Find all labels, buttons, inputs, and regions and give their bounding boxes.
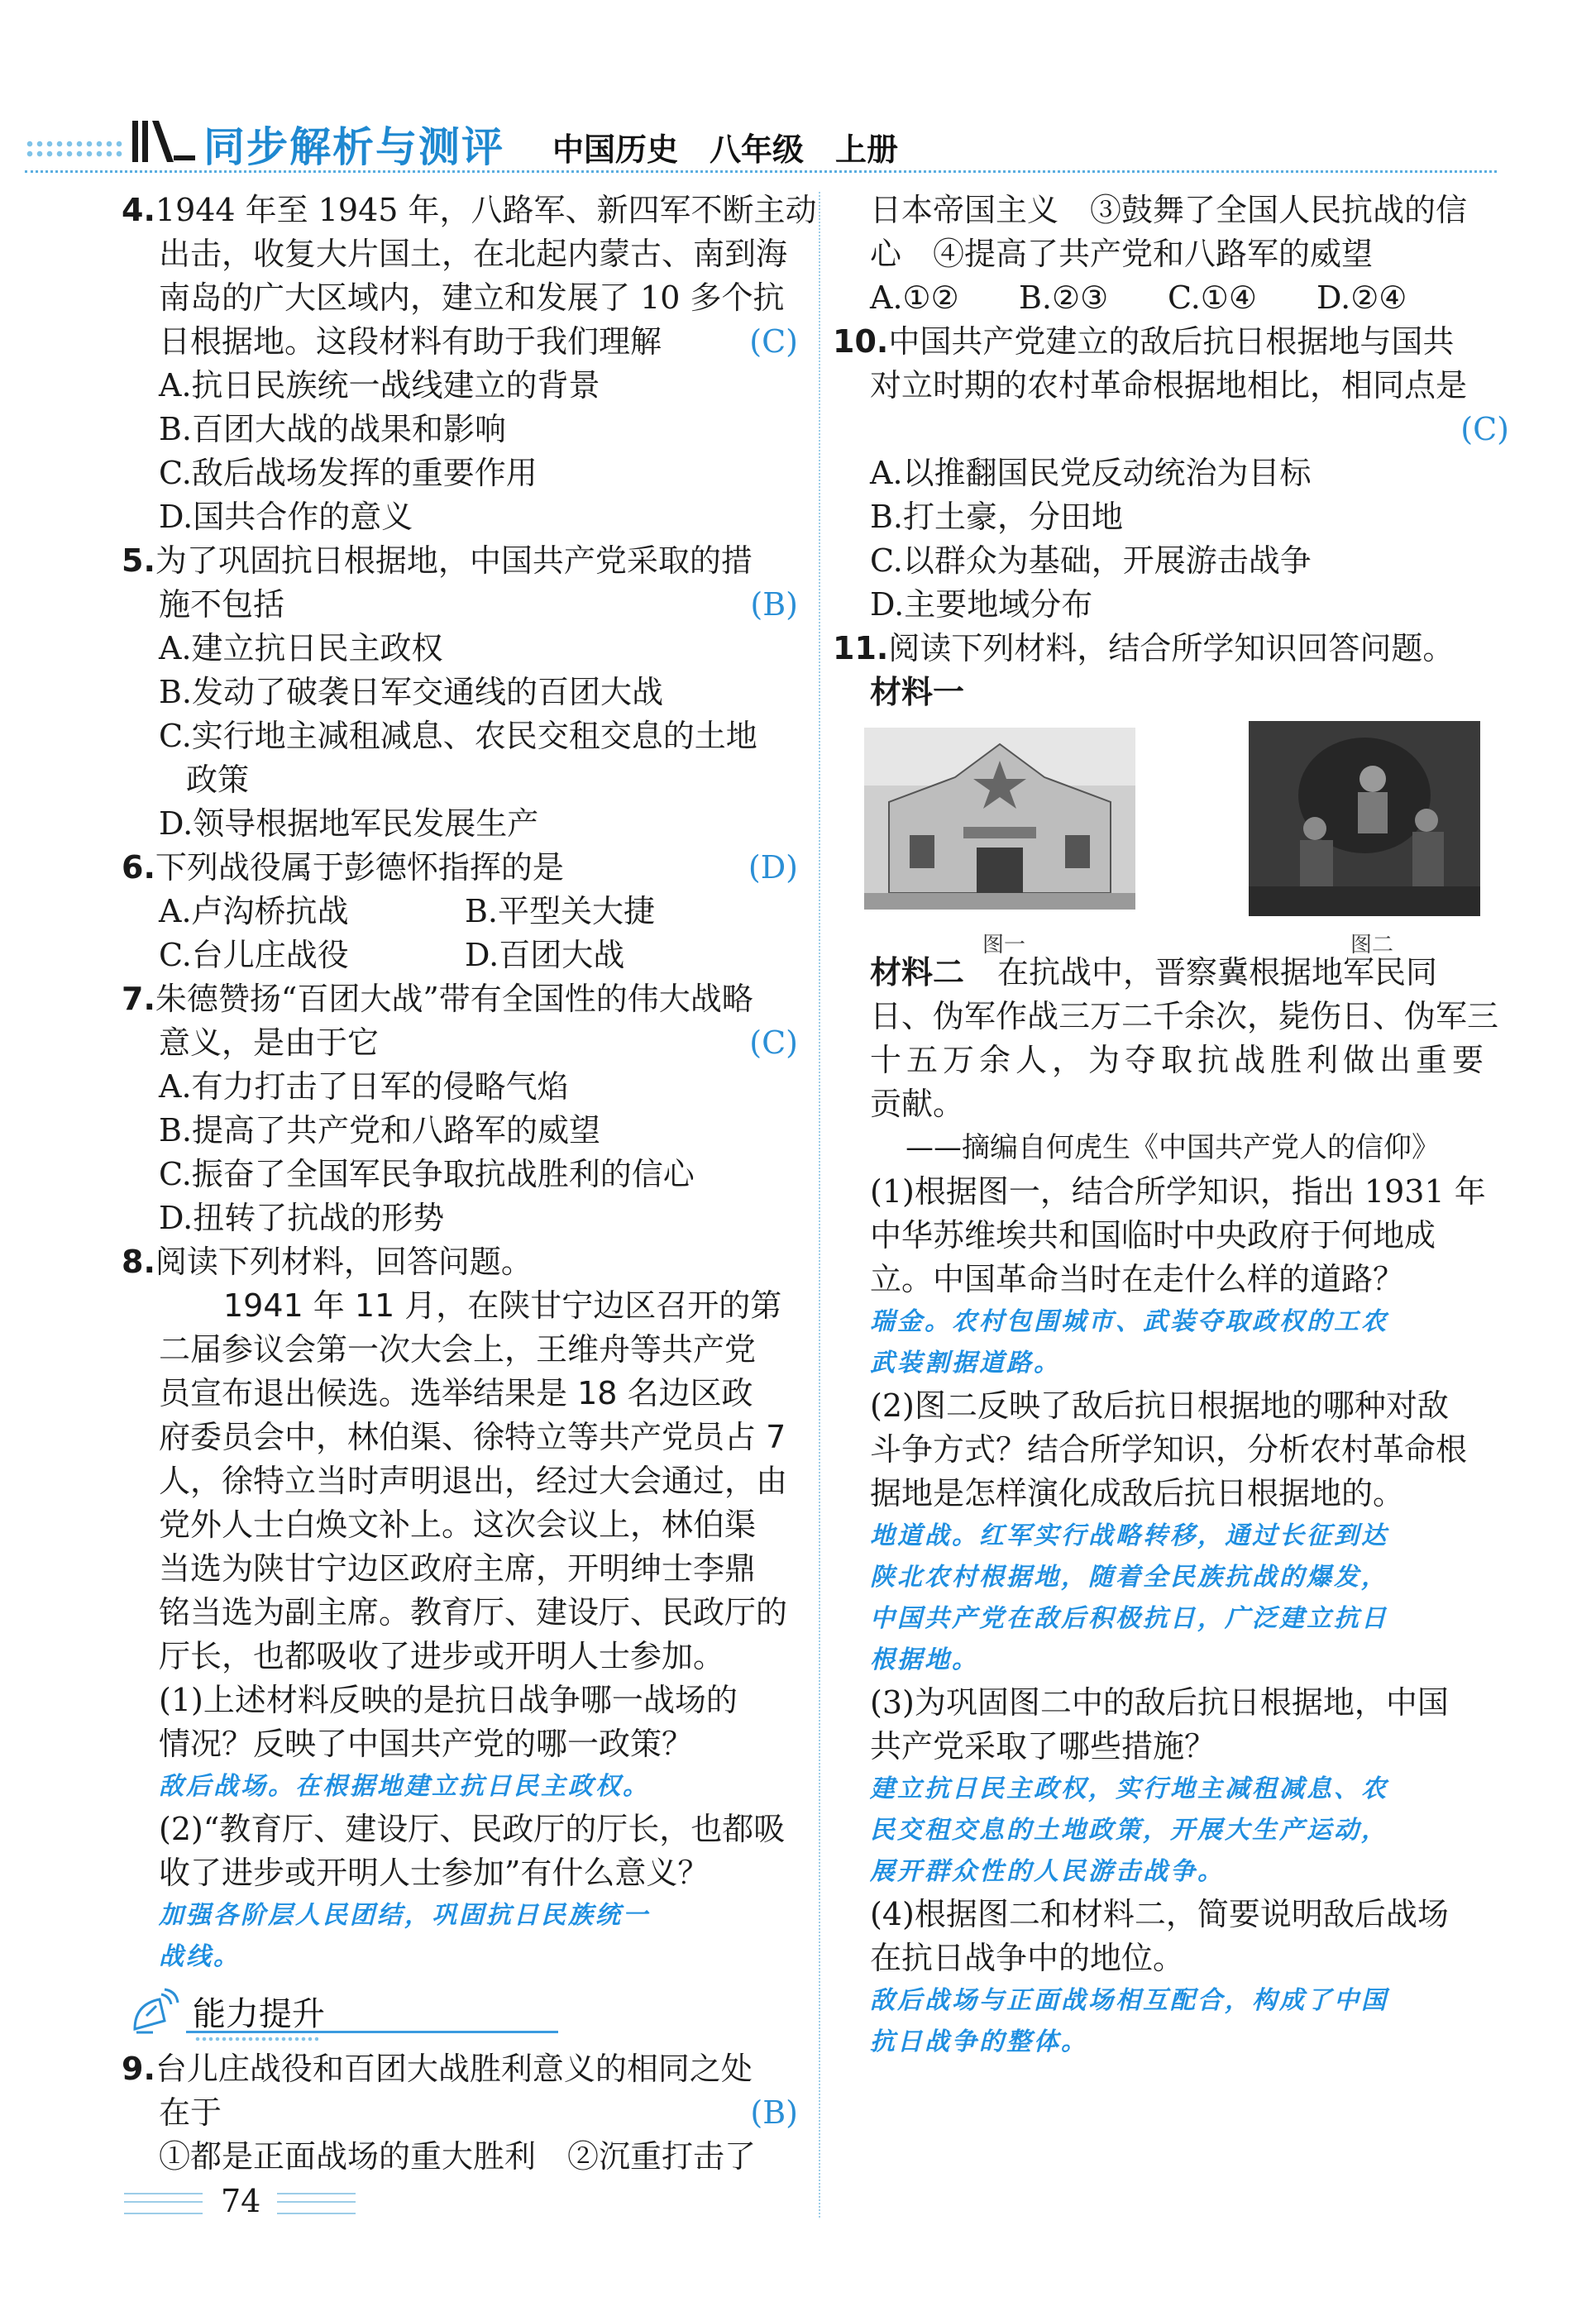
question-number: 10.	[833, 323, 889, 360]
handwritten-answer: 战线。	[159, 1942, 241, 1971]
sub-question: (3)为巩固图二中的敌后抗日根据地，中国	[870, 1684, 1449, 1721]
sub-question: 共产党采取了哪些措施？	[870, 1728, 1216, 1764]
handwritten-answer: 地道战。红军实行战略转移，通过长征到达	[870, 1521, 1388, 1550]
option: C.台儿庄战役	[159, 937, 349, 973]
footer-decoration-left	[124, 2193, 203, 2214]
passage-line: 厅长，也都吸收了进步或开明人士参加。	[159, 1638, 725, 1674]
question-line: 6.下列战役属于彭德怀指挥的是 (D)	[128, 846, 798, 890]
header-dots	[25, 139, 124, 159]
question-line: 对立时期的农村革命根据地相比，相同点是	[870, 367, 1468, 404]
book-subtitle: 中国历史 八年级 上册	[552, 131, 899, 168]
question-line: 心 ④提高了共产党和八路军的威望	[870, 236, 1374, 272]
question-line: 施不包括 (B)	[128, 583, 798, 627]
passage-line: 当选为陕甘宁边区政府主席，开明绅士李鼎	[159, 1550, 757, 1587]
answer-mark: (B)	[750, 586, 798, 623]
left-column	[122, 189, 817, 2179]
handwritten-answer: 瑞金。农村包围城市、武装夺取政权的工农	[870, 1307, 1388, 1336]
figure-1-caption: 图一	[982, 933, 1026, 957]
option: C.实行地主减租减息、农民交租交息的土地	[159, 718, 757, 754]
handwritten-answer: 民交租交息的土地政策，开展大生产运动，	[870, 1816, 1388, 1845]
question-line: 5.为了巩固抗日根据地，中国共产党采取的措	[122, 542, 753, 579]
option: C.敌后战场发挥的重要作用	[159, 455, 538, 491]
question-line: 9.台儿庄战役和百团大战胜利意义的相同之处	[122, 2051, 753, 2087]
passage-line: 党外人士白焕文补上。这次会议上，林伯渠	[159, 1507, 757, 1543]
sub-question: 中华苏维埃共和国临时中央政府于何地成	[870, 1217, 1436, 1254]
passage-line: 府委员会中，林伯渠、徐特立等共产党员占 7	[159, 1419, 786, 1455]
answer-mark: (B)	[750, 2094, 798, 2131]
question-line: 出击，收复大片国土，在北起内蒙古、南到海	[159, 236, 788, 272]
option: C.以群众为基础，开展游击战争	[870, 542, 1312, 579]
answer-mark: (C)	[749, 1024, 798, 1061]
question-number: 11.	[833, 630, 889, 666]
question-number: 4.	[122, 192, 155, 228]
option: A.有力打击了日军的侵略气焰	[159, 1068, 569, 1105]
sub-question: 立。中国革命当时在走什么样的道路？	[870, 1261, 1405, 1297]
passage-line: 人，徐特立当时声明退出，经过大会通过，由	[159, 1463, 788, 1499]
passage-line: 1941 年 11 月，在陕甘宁边区召开的第	[223, 1287, 782, 1324]
answer-mark: (D)	[748, 849, 798, 886]
figure-1-photo	[864, 728, 1135, 910]
question-number: 7.	[122, 981, 155, 1017]
question-line: ①都是正面战场的重大胜利 ②沉重打击了	[159, 2138, 757, 2175]
sub-question: 情况？反映了中国共产党的哪一政策？	[159, 1726, 694, 1762]
question-line: 在于 (B)	[128, 2091, 798, 2135]
section-dots	[194, 2036, 318, 2042]
handwritten-answer: 陕北农村根据地，随着全民族抗战的爆发，	[870, 1563, 1388, 1592]
option: B.提高了共产党和八路军的威望	[159, 1112, 601, 1148]
passage-line: 员宣布退出候选。选举结果是 18 名边区政	[159, 1375, 753, 1411]
question-line: 南岛的广大区域内，建立和发展了 10 多个抗	[159, 279, 785, 316]
option: A.建立抗日民主政权	[159, 630, 443, 666]
handwritten-answer: 中国共产党在敌后积极抗日，广泛建立抗日	[870, 1604, 1388, 1633]
question-number: 5.	[122, 542, 155, 579]
sub-question: (1)根据图一，结合所学知识，指出 1931 年	[870, 1173, 1486, 1210]
satellite-dish-icon	[128, 1988, 186, 2037]
source-citation: ——摘编自何虎生《中国共产党人的信仰》	[906, 1131, 1440, 1164]
sub-question: 斗争方式？结合所学知识，分析农村革命根	[870, 1431, 1468, 1468]
figure-2-photo	[1249, 721, 1480, 916]
option: B.平型关大捷	[465, 893, 656, 929]
question-line: 10.中国共产党建立的敌后抗日根据地与国共	[833, 323, 1455, 360]
option: D.百团大战	[465, 937, 625, 973]
material-line: 贡献。	[870, 1086, 965, 1122]
question-line: 4.1944 年至 1945 年，八路军、新四军不断主动	[122, 192, 817, 228]
section-heading	[128, 1983, 798, 2042]
question-line: 意义，是由于它 (C)	[128, 1021, 798, 1065]
sub-question: 收了进步或开明人士参加”有什么意义？	[159, 1855, 710, 1891]
handwritten-answer: 加强各阶层人民团结，巩固抗日民族统一	[159, 1901, 650, 1930]
sub-question: (2)“教育厅、建设厅、民政厅的厅长，也都吸	[159, 1811, 786, 1847]
handwritten-answer: 抗日战争的整体。	[870, 2027, 1088, 2056]
option: D.②④	[1316, 279, 1407, 316]
option: A.以推翻国民党反动统治为目标	[870, 455, 1312, 491]
question-number: 6.	[122, 849, 155, 886]
option-row	[128, 890, 798, 934]
option: B.发动了破袭日军交通线的百团大战	[159, 674, 664, 710]
column-divider	[819, 192, 820, 2218]
footer-decoration-right	[277, 2193, 356, 2214]
option: B.②③	[1019, 279, 1109, 316]
sub-question: 在抗日战争中的地位。	[870, 1940, 1185, 1976]
page-footer	[124, 2183, 372, 2224]
right-column	[833, 189, 1509, 2063]
answer-mark: (C)	[749, 323, 798, 360]
book-title: 同步解析与测评	[203, 123, 504, 171]
question-number: 8.	[122, 1244, 155, 1280]
section-title: 能力提升	[193, 1995, 325, 2033]
page-header	[0, 0, 1596, 190]
figure-2-caption: 图二	[1350, 933, 1394, 957]
question-line: 7.朱德赞扬“百团大战”带有全国性的伟大战略	[122, 981, 753, 1017]
page-number: 74	[221, 2183, 261, 2219]
handwritten-answer: 根据地。	[870, 1645, 979, 1674]
handwritten-answer: 敌后战场与正面战场相互配合，构成了中国	[870, 1986, 1388, 2015]
option: C.振奋了全国军民争取抗战胜利的信心	[159, 1156, 695, 1192]
option: D.领导根据地军民发展生产	[159, 805, 539, 842]
option: B.百团大战的战果和影响	[159, 411, 507, 447]
question-line: 日本帝国主义 ③鼓舞了全国人民抗战的信	[870, 192, 1468, 228]
handwritten-answer: 建立抗日民主政权，实行地主减租减息、农	[870, 1774, 1388, 1803]
option: D.主要地域分布	[870, 586, 1093, 623]
answer-mark: (C)	[1460, 411, 1509, 447]
option: A.①②	[870, 279, 959, 316]
material-label: 材料一	[870, 674, 965, 710]
option: A.卢沟桥抗战	[159, 893, 349, 929]
sub-question: (2)图二反映了敌后抗日根据地的哪种对敌	[870, 1387, 1449, 1424]
sub-question: (1)上述材料反映的是抗日战争哪一战场的	[159, 1682, 738, 1718]
handwritten-answer: 武装割据道路。	[870, 1349, 1061, 1378]
option-row	[839, 276, 1509, 320]
question-number: 9.	[122, 2051, 155, 2087]
tunnel-photo-icon	[1249, 721, 1480, 916]
header-divider	[25, 170, 1497, 173]
figures	[839, 719, 1509, 957]
passage-line: 二届参议会第一次大会上，王维舟等共产党	[159, 1331, 757, 1368]
sub-question: 据地是怎样演化成敌后抗日根据地的。	[870, 1475, 1405, 1511]
option-row	[128, 934, 798, 977]
question-line: 11.阅读下列材料，结合所学知识回答问题。	[833, 630, 1455, 666]
option: C.①④	[1168, 279, 1257, 316]
sub-question: (4)根据图二和材料二，简要说明敌后战场	[870, 1896, 1449, 1932]
question-line: 日根据地。这段材料有助于我们理解 (C)	[128, 320, 798, 364]
handwritten-answer: 敌后战场。在根据地建立抗日民主政权。	[159, 1772, 650, 1801]
section-underline	[186, 2031, 558, 2033]
building-photo-icon	[864, 728, 1135, 910]
option: A.抗日民族统一战线建立的背景	[159, 367, 600, 404]
option: B.打土豪，分田地	[870, 499, 1124, 535]
material-line: 日、伪军作战三万二千余次，毙伤日、伪军三	[870, 998, 1499, 1034]
passage-line: 铭当选为副主席。教育厅、建设厅、民政厅的	[159, 1594, 788, 1631]
material-line: 材料二 在抗战中，晋察冀根据地军民同	[870, 954, 1438, 991]
answer-line	[839, 408, 1509, 451]
material-label: 材料二	[870, 954, 965, 991]
option: D.国共合作的意义	[159, 499, 413, 535]
option: 政策	[186, 762, 250, 798]
question-line: 8.阅读下列材料，回答问题。	[122, 1244, 533, 1280]
book-logo-icon	[131, 116, 197, 165]
option: D.扭转了抗战的形势	[159, 1200, 445, 1236]
handwritten-answer: 展开群众性的人民游击战争。	[870, 1857, 1225, 1886]
material-line: 十五万余人，为夺取抗战胜利做出重要	[870, 1042, 1489, 1078]
